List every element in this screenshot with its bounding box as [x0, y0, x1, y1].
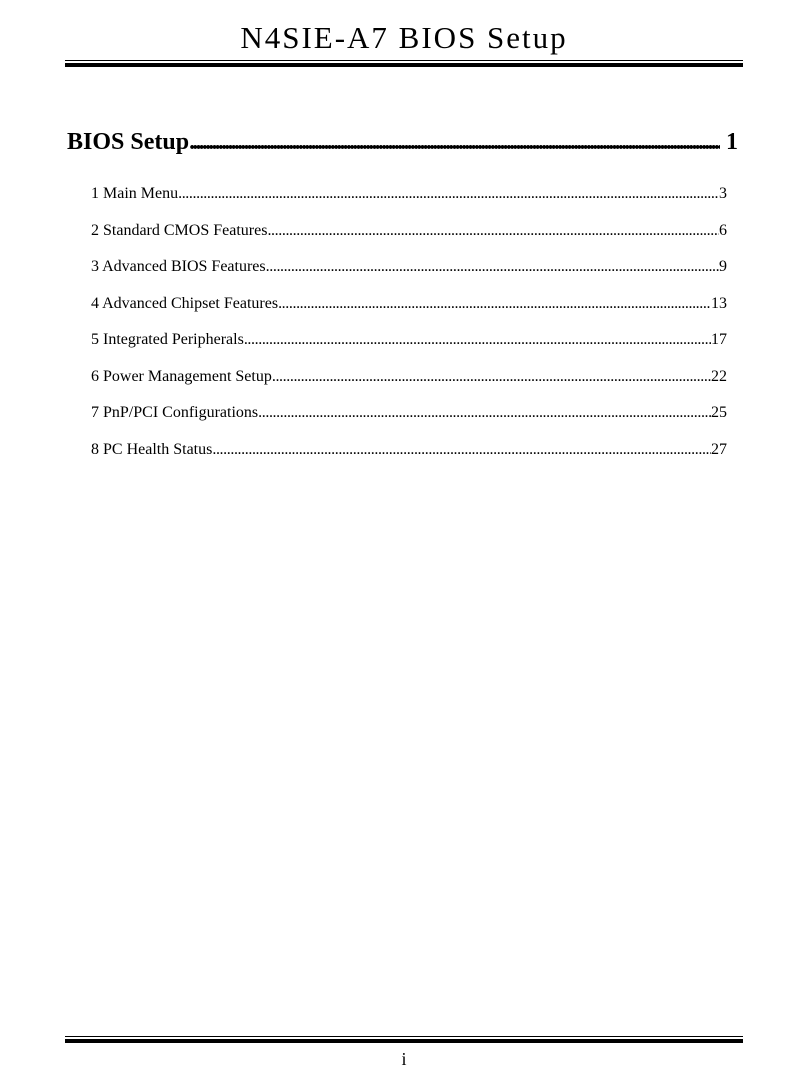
toc-entry-label: 7 PnP/PCI Configurations [91, 404, 259, 421]
toc-entry-power-management-setup[interactable] [91, 366, 727, 403]
toc-entry-page-number: 6 [719, 221, 727, 239]
toc-dot-leader [244, 329, 711, 351]
toc-main-label: BIOS Setup [67, 129, 190, 155]
toc-entry-main-menu[interactable] [91, 183, 727, 220]
toc-entry-page-number: 17 [711, 331, 727, 348]
toc-list [91, 183, 727, 475]
toc-dot-leader [258, 402, 711, 424]
toc-entry-label: 5 Integrated Peripherals [91, 331, 244, 348]
toc-entry-page-number: 27 [711, 440, 727, 458]
toc-entry-label: 4 Advanced Chipset Features [91, 294, 279, 312]
toc-dot-leader [189, 127, 720, 157]
toc-entry-advanced-chipset-features[interactable] [91, 293, 727, 330]
toc-dot-leader [266, 256, 719, 278]
toc-dot-leader [272, 366, 711, 388]
toc-main-entry[interactable] [67, 127, 738, 157]
toc-main-page-number: 1 [726, 129, 738, 155]
toc-entry-label: 8 PC Health Status [91, 440, 213, 458]
footer-rule [65, 1036, 743, 1043]
toc-entry-label: 1 Main Menu [91, 185, 179, 202]
footer-page-number: i [401, 1049, 407, 1069]
toc-entry-page-number: 3 [719, 185, 727, 202]
header-rule [65, 60, 743, 67]
toc-entry-label: 2 Standard CMOS Features [91, 221, 268, 239]
toc-entry-integrated-peripherals[interactable] [91, 329, 727, 366]
toc-entry-page-number: 22 [711, 367, 727, 385]
toc-entry-standard-cmos-features[interactable] [91, 220, 727, 257]
toc-entry-page-number: 25 [711, 404, 727, 421]
toc-entry-advanced-bios-features[interactable] [91, 256, 727, 293]
page-title: N4SIE-A7 BIOS Setup [240, 20, 568, 55]
toc-dot-leader [178, 183, 719, 205]
toc-entry-pnp-pci-configurations[interactable] [91, 402, 727, 439]
toc-entry-label: 6 Power Management Setup [91, 367, 272, 385]
toc-dot-leader [278, 293, 711, 315]
toc-entry-label: 3 Advanced BIOS Features [91, 258, 266, 275]
toc-dot-leader [267, 220, 719, 242]
toc-entry-pc-health-status[interactable] [91, 439, 727, 476]
toc-entry-page-number: 13 [711, 294, 727, 312]
toc-entry-page-number: 9 [719, 258, 727, 275]
toc-dot-leader [212, 439, 711, 461]
